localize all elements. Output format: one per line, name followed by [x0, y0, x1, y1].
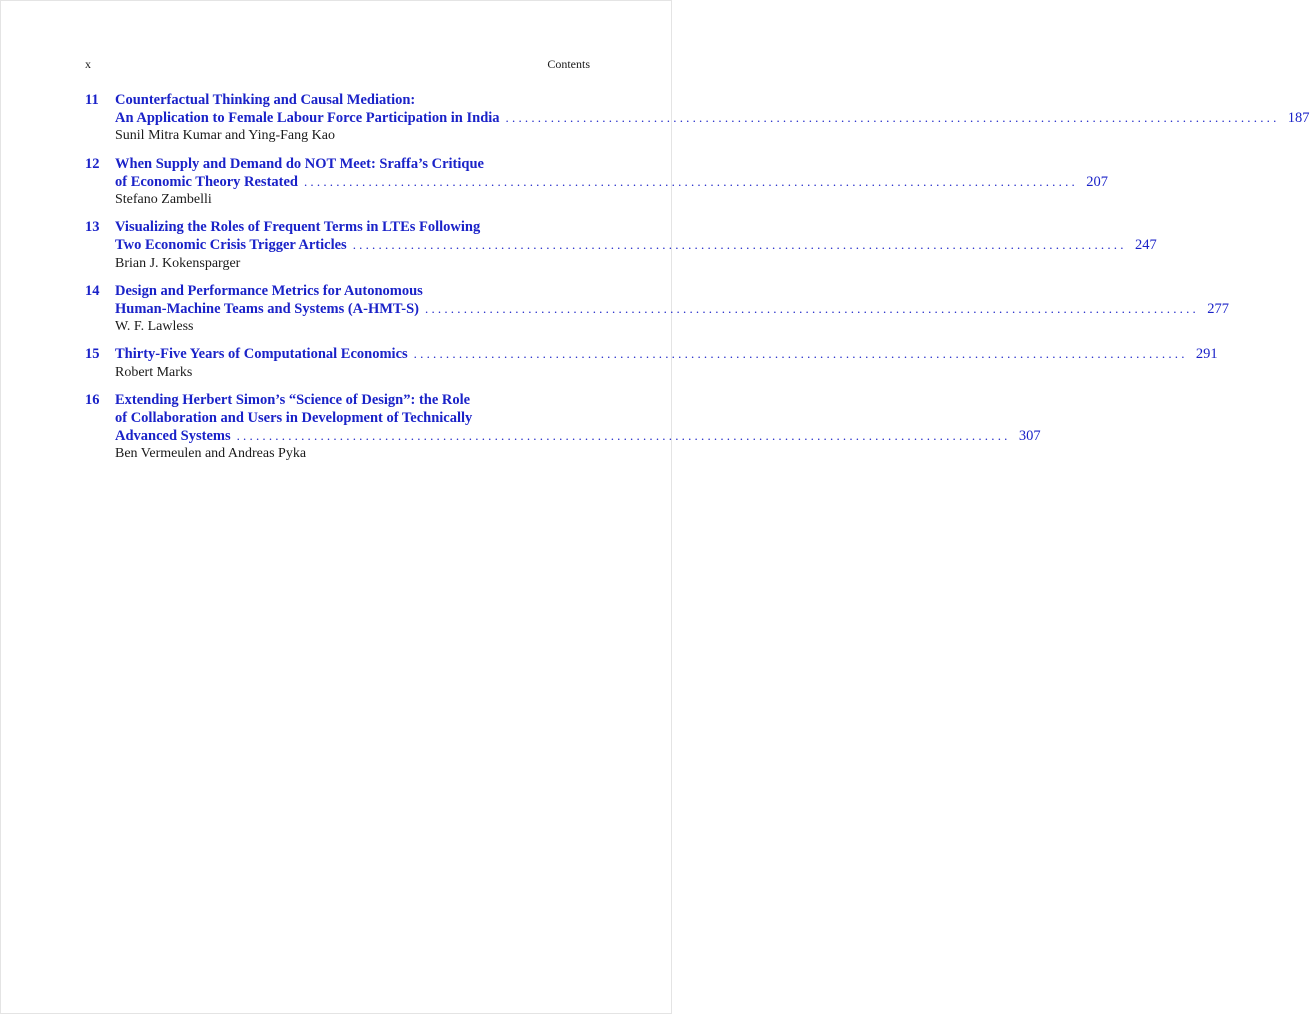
chapter-authors: Brian J. Kokensparger — [115, 255, 241, 271]
chapter-title-last-line[interactable] — [115, 345, 1218, 363]
page-number-link[interactable]: 277 — [1207, 301, 1229, 318]
page-number-link[interactable]: 291 — [1195, 346, 1218, 363]
toc-entry-body — [115, 345, 1218, 381]
chapter-title-line[interactable]: Advanced Systems — [115, 428, 231, 445]
section-title: Contents — [547, 57, 590, 71]
chapter-title-last-line[interactable] — [115, 173, 1108, 191]
toc-entry[interactable] — [85, 155, 1108, 210]
chapter-title-last-line[interactable] — [115, 427, 1041, 445]
chapter-authors: Sunil Mitra Kumar and Ying-Fang Kao — [115, 128, 335, 144]
chapter-number[interactable]: 15 — [85, 346, 100, 363]
dot-leader: ........................................................................................................................ — [236, 428, 1011, 444]
dot-leader: ........................................................................................................................ — [303, 173, 1078, 189]
chapter-number[interactable]: 11 — [85, 92, 99, 108]
toc-entry[interactable] — [85, 218, 1157, 273]
chapter-number[interactable]: 13 — [85, 219, 100, 236]
page-number-link[interactable]: 247 — [1134, 237, 1157, 254]
toc-entry-body — [115, 155, 1108, 210]
chapter-title-line[interactable]: Design and Performance Metrics for Autonomous — [115, 282, 423, 299]
toc-entry-body — [115, 282, 1229, 337]
chapter-title-line[interactable]: Visualizing the Roles of Frequent Terms in LTEs Following — [115, 219, 481, 236]
chapter-title-last-line[interactable] — [115, 109, 1310, 127]
chapter-title-last-line[interactable] — [115, 236, 1157, 254]
chapter-title-last-line[interactable] — [115, 300, 1229, 318]
chapter-title-line[interactable]: Human-Machine Teams and Systems (A-HMT-S) — [115, 301, 419, 318]
chapter-title-line[interactable]: of Economic Theory Restated — [115, 173, 298, 190]
dot-leader: ........................................................................................................................ — [352, 237, 1127, 253]
dot-leader: ........................................................................................................................ — [425, 301, 1199, 317]
chapter-title-line[interactable]: When Supply and Demand do NOT Meet: Sraffa’s Critique — [115, 155, 484, 172]
toc-entry[interactable] — [85, 391, 1041, 464]
chapter-title-line[interactable]: Counterfactual Thinking and Causal Mediation: — [115, 92, 416, 108]
toc-entry-body — [115, 218, 1157, 273]
chapter-authors: Stefano Zambelli — [115, 192, 212, 208]
page-folio: x — [85, 57, 91, 71]
page-number-link[interactable]: 307 — [1018, 428, 1041, 445]
page-number-link[interactable]: 187 — [1287, 110, 1310, 127]
dot-leader: ........................................................................................................................ — [413, 346, 1188, 362]
chapter-title-line[interactable]: Two Economic Crisis Trigger Articles — [115, 237, 347, 254]
chapter-number[interactable]: 16 — [85, 391, 100, 408]
chapter-title-line[interactable]: of Collaboration and Users in Development of Technically — [115, 410, 473, 427]
toc-entry-body — [115, 391, 1041, 464]
dot-leader: ........................................................................................................................ — [505, 110, 1280, 126]
chapter-authors: W. F. Lawless — [115, 319, 194, 335]
page-number-link[interactable]: 207 — [1086, 173, 1108, 190]
chapter-title-line[interactable]: An Application to Female Labour Force Participation in India — [115, 110, 500, 127]
chapter-authors: Ben Vermeulen and Andreas Pyka — [115, 446, 307, 462]
chapter-number[interactable]: 12 — [85, 155, 100, 172]
table-of-contents — [85, 91, 1310, 473]
toc-entry[interactable] — [85, 91, 1310, 146]
toc-entry[interactable] — [85, 282, 1229, 337]
chapter-title-line[interactable]: Extending Herbert Simon’s “Science of Design”: the Role — [115, 391, 471, 408]
toc-entry[interactable] — [85, 345, 1218, 381]
chapter-authors: Robert Marks — [115, 364, 193, 380]
running-header — [85, 56, 590, 72]
chapter-number[interactable]: 14 — [85, 282, 100, 299]
toc-entry-body — [115, 91, 1310, 146]
chapter-title-line[interactable]: Thirty-Five Years of Computational Economics — [115, 346, 408, 363]
